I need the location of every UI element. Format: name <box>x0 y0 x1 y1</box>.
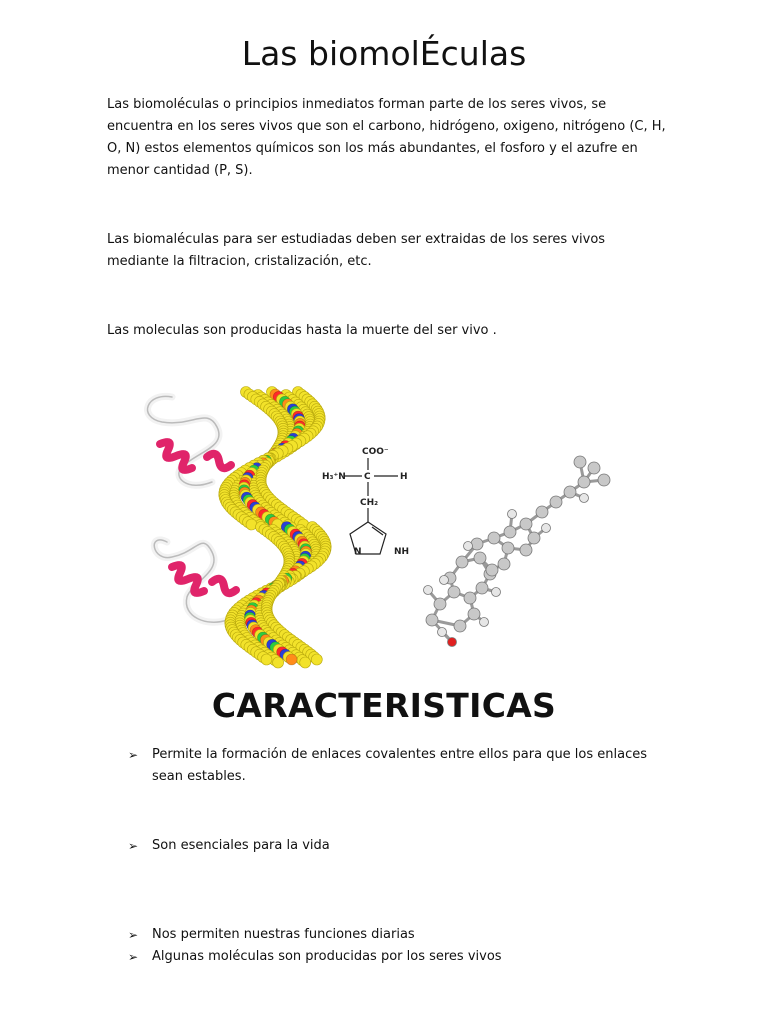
formula-label-c: C <box>364 472 371 482</box>
atom-sphere <box>564 486 576 498</box>
list-item <box>128 924 668 946</box>
list-item <box>128 835 668 857</box>
dna-atom <box>261 654 272 665</box>
atom-sphere <box>574 456 586 468</box>
atom-sphere <box>468 608 480 620</box>
protein-ribbon-white <box>148 396 227 622</box>
atom-sphere <box>434 598 446 610</box>
list-item-text: Algunas moléculas son producidas por los seres vivos <box>152 949 502 964</box>
atom-sphere <box>440 576 449 585</box>
list-item-text: Permite la formación de enlaces covalentes entre ellos para que los enlaces sean estables. <box>152 747 648 784</box>
atom-sphere <box>528 532 540 544</box>
atom-sphere <box>598 474 610 486</box>
atom-sphere <box>578 476 590 488</box>
atom-sphere <box>426 614 438 626</box>
atom-sphere <box>486 564 498 576</box>
paragraph-production: Las moleculas son producidas hasta la muerte del ser vivo . <box>107 323 497 338</box>
cholesterol-ball-stick-model <box>424 456 611 647</box>
atom-sphere <box>456 556 468 568</box>
atom-sphere <box>476 582 488 594</box>
formula-label-h3n: H₃⁺N <box>322 472 346 482</box>
atom-sphere <box>580 494 589 503</box>
atom-sphere <box>448 638 457 647</box>
molecules-illustration <box>132 382 622 672</box>
formula-label-ch2: CH₂ <box>360 498 379 508</box>
dna-atom <box>246 519 257 530</box>
atom-sphere <box>464 542 473 551</box>
atom-sphere <box>492 588 501 597</box>
atom-sphere <box>488 532 500 544</box>
atom-sphere <box>520 518 532 530</box>
atom-sphere <box>464 592 476 604</box>
atom-sphere <box>448 586 460 598</box>
arrow-bullet-icon: ➢ <box>128 950 139 964</box>
atom-sphere <box>438 628 447 637</box>
formula-label-n: N <box>354 547 362 557</box>
list-item-text: Nos permiten nuestras funciones diarias <box>152 927 415 942</box>
atom-sphere <box>504 526 516 538</box>
dna-atom <box>273 657 284 668</box>
dna-atom <box>311 654 322 665</box>
atom-sphere <box>498 558 510 570</box>
atom-sphere <box>474 552 486 564</box>
dna-atom <box>286 654 297 665</box>
atom-sphere <box>424 586 433 595</box>
atom-sphere <box>480 618 489 627</box>
atom-sphere <box>508 510 517 519</box>
arrow-bullet-icon: ➢ <box>128 839 139 853</box>
protein-helix-pink <box>160 442 236 593</box>
dna-spacefill-model <box>219 387 331 669</box>
atom-sphere <box>471 538 483 550</box>
list-item-text: Son esenciales para la vida <box>152 838 330 853</box>
paragraph-biomolecules-intro: Las biomoléculas o principios inmediatos forman parte de los seres vivos, se encuentra en los seres vivos que son el carbono, hidrógeno, oxigeno, nitrógeno (C, H, O, N) estos elementos químicos son los más abundantes, el fosforo y el azufre en menor cantidad (P, S). <box>107 97 666 178</box>
atom-sphere <box>502 542 514 554</box>
atom-sphere <box>454 620 466 632</box>
arrow-bullet-icon: ➢ <box>128 748 139 762</box>
formula-label-nh: NH <box>394 547 410 557</box>
list-item <box>128 744 668 788</box>
molecules-svg <box>132 382 622 672</box>
document-title: Las biomolÉculas <box>241 34 527 73</box>
list-item <box>128 946 668 968</box>
atom-sphere <box>550 496 562 508</box>
formula-label-coo: COO⁻ <box>362 447 389 457</box>
atom-sphere <box>588 462 600 474</box>
arrow-bullet-icon: ➢ <box>128 928 139 942</box>
atom-sphere <box>542 524 551 533</box>
paragraph-extraction: Las biomaléculas para ser estudiadas deben ser extraidas de los seres vivos mediante la filtracion, cristalización, etc. <box>107 232 606 269</box>
section-heading-caracteristicas: CARACTERISTICAS <box>211 686 557 725</box>
atom-sphere <box>520 544 532 556</box>
dna-atom <box>300 657 311 668</box>
atom-sphere <box>536 506 548 518</box>
histidine-formula <box>322 447 409 557</box>
formula-label-h: H <box>400 472 408 482</box>
